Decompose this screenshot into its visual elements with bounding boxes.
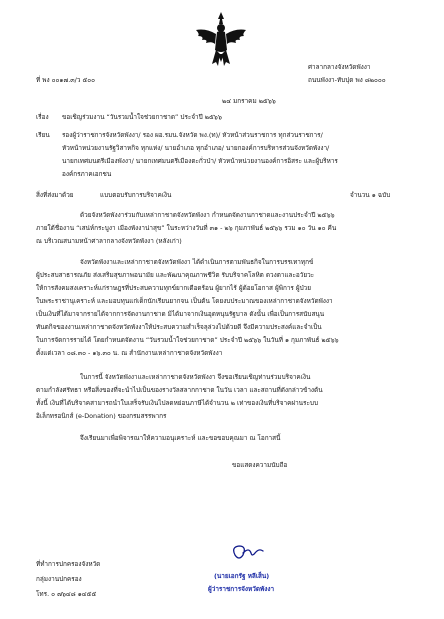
paragraph-line: ภายใต้ชื่องาน “เสน่ห์กระบูงา เมืองพังงาน่าสุข” ในระหว่างวันที่ ๓๑ - ๒๖ กุมภาพันธ์ ๒๕๖๖ รวม ๑๐ วัน ๑๐ คืน	[36, 224, 337, 232]
paragraph-line: ในการจัดการรายได้ โดยกำหนดจัดงาน “วันรวมน้ำใจช่วยกาชาด” ประจำปี ๒๕๖๖ ในวันที่ ๑ กุมภาพันธ์ ๒๕๖๖	[36, 336, 339, 344]
reference-number: ที่ พง ๐๐๑๗.๓/ว ๕๐๐	[36, 76, 96, 84]
recipient-line: รองผู้ว่าราชการจังหวัดพังงา/ รอง ผอ.รมน.จังหวัด พง.(ท)/ หัวหน้าส่วนราชการ ทุกส่วนราชการ/	[62, 131, 323, 139]
paragraph-line: อิเล็กทรอนิกส์ (e-Donation) ของกรมสรรพากร	[36, 412, 167, 420]
enclosure-count: จำนวน ๑ ฉบับ	[350, 191, 391, 199]
paragraph-line: เป็นเงินที่ได้มาจากรายได้จากการจัดงานกาชาด มิได้มาจากเงินอุดหนุนรัฐบาล ดังนั้น เพื่อเป็นการสนับสนุน	[36, 310, 325, 318]
paragraph-line: ทันตกิจของงานเหล่ากาชาดจังหวัดพังงาให้ประสบความสำเร็จลุล่วงไปด้วยดี จึงมีความประสงค์และจำเป็น	[36, 323, 322, 331]
recipient-line: หัวหน้าหน่วยงานรัฐวิสาหกิจ ทุกแห่ง/ นายอำเภอ ทุกอำเภอ/ นายกองค์การบริหารส่วนจังหวัดพังงา/	[62, 144, 330, 152]
recipient-line: นายกเทศมนตรีเมืองพังงา/ นายกเทศมนตรีเมืองตะกั่วป่า/ หัวหน้าหน่วยงานองค์การอิสระ และผู้บริหาร	[62, 157, 338, 165]
enclosure-label: สิ่งที่ส่งมาด้วย	[36, 191, 74, 199]
signer-title: ผู้ว่าราชการจังหวัดพังงา	[208, 585, 275, 593]
handwritten-signature	[225, 541, 275, 563]
closing-salutation: ขอแสดงความนับถือ	[232, 461, 288, 469]
paragraph-line: ทั้งนี้ เงินที่ได้บริจาคสามารถนำใบเสร็จรับเงินไปลดหย่อนภาษีได้จำนวน ๒ เท่าของเงินที่บริจาคผ่านระบบ	[36, 399, 319, 407]
subject-label: เรื่อง	[36, 113, 49, 121]
footer-office: ที่ทำการปกครองจังหวัด	[36, 560, 101, 568]
paragraph-line: ตามกำลังศรัทธา หรือสิ่งของที่จะนำไปเป็นของรางวัลสลากกาชาด ในวัน เวลา และสถานที่ดังกล่าวข้างต้น	[36, 386, 323, 394]
paragraph-line: ตั้งแต่เวลา ๐๘.๓๐ - ๑๖.๓๐ น. ณ สำนักงานเหล่ากาชาดจังหวัดพังงา	[36, 349, 223, 357]
office-address: ถนนพังงา-ทับปุด พง ๘๒๐๐๐	[308, 76, 386, 84]
footer-phone: โทร. ๐ ๗๖๔๘ ๑๔๕๕	[36, 590, 97, 598]
garuda-emblem-icon	[192, 10, 250, 68]
office-name: ศาลากลางจังหวัดพังงา	[308, 63, 371, 71]
paragraph-line: ในการนี้ จังหวัดพังงาและเหล่ากาชาดจังหวัดพังงา จึงขอเรียนเชิญท่านร่วมบริจาคเงิน	[80, 373, 311, 381]
enclosure-text: แบบตอบรับการบริจาคเงิน	[100, 191, 172, 199]
paragraph-line: ให้การสังคมสงเคราะห์แก่ราษฎรที่ประสบความทุกข์ยากเดือดร้อน ผู้ยากไร้ ผู้ด้อยโอกาส ผู้พิการ ผู้ป่วย	[36, 284, 311, 292]
recipient-line: องค์กรภาคเอกชน	[62, 170, 112, 178]
letter-date: ๒๔ มกราคม ๒๕๖๖	[222, 97, 276, 105]
signer-name: (นายเอกรัฐ หลีเส็น)	[214, 572, 270, 580]
paragraph-line: ณ บริเวณสนามหน้าศาลากลางจังหวัดพังงา (หลังเก่า)	[36, 237, 182, 245]
paragraph-line: จังหวัดพังงาและเหล่ากาชาดจังหวัดพังงา ได้ดำเนินการตามพันธกิจในการบรรเทาทุกข์	[80, 258, 314, 266]
paragraph-line: ในพระราชานุเคราะห์ และมอบทุนแก่เด็กนักเรียนยากจน เป็นต้น โดยงบประมาณของเหล่ากาชาดจังหวัดพังงา	[36, 297, 333, 305]
paragraph-line: ด้วยจังหวัดพังงาร่วมกับเหล่ากาชาดจังหวัดพังงา กำหนดจัดงานกาชาดและงานประจำปี ๒๕๖๖	[80, 211, 335, 219]
footer-group: กลุ่มงานปกครอง	[36, 575, 82, 583]
paragraph-line: ผู้ประสบสาธารณภัย ส่งเสริมสุขภาพอนามัย และพัฒนาคุณภาพชีวิต รับบริจาคโลหิต ดวงตาและอวัยวะ	[36, 271, 315, 279]
subject-text: ขอเชิญร่วมงาน “วันรวมน้ำใจช่วยกาชาด” ประจำปี ๒๕๖๖	[62, 113, 222, 121]
recipient-label: เรียน	[36, 131, 50, 139]
paragraph-line: จึงเรียนมาเพื่อพิจารณาให้ความอนุเคราะห์ และขอขอบคุณมา ณ โอกาสนี้	[80, 434, 281, 442]
